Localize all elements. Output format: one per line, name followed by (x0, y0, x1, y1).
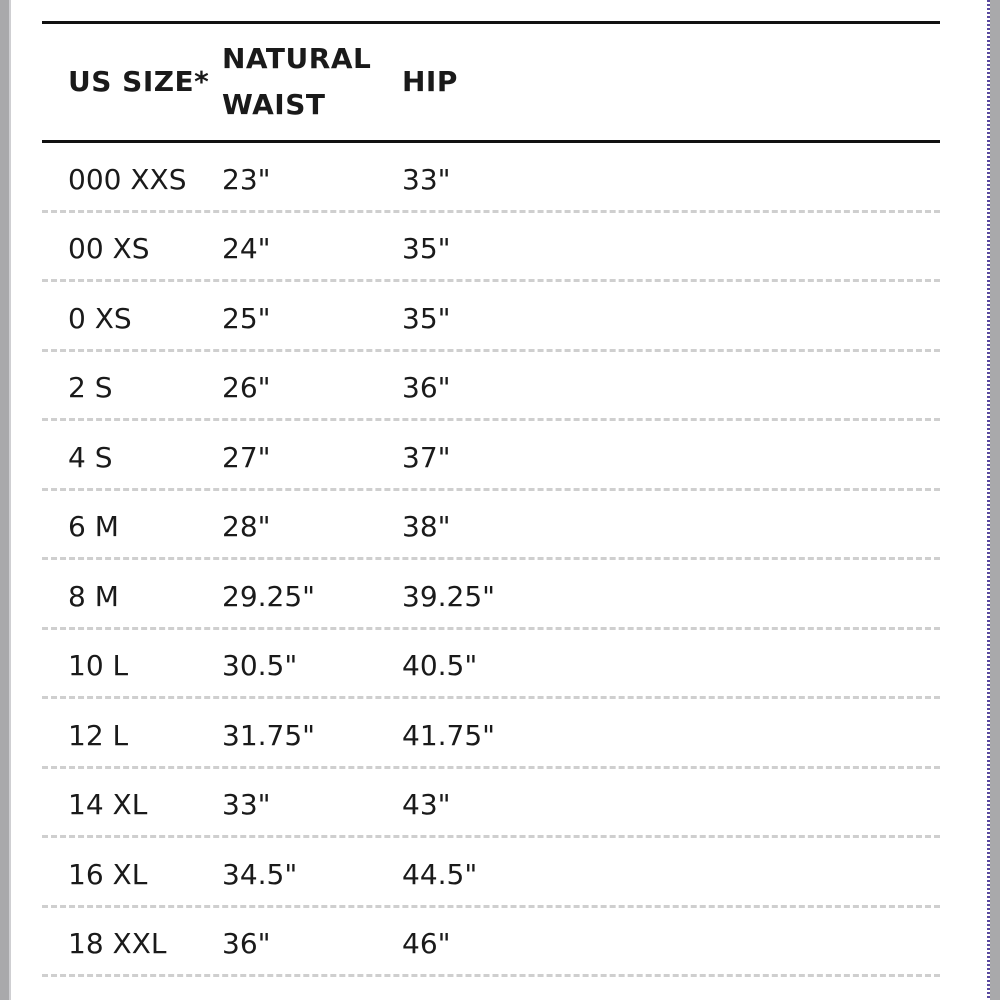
cell-natural-waist: 24" (222, 232, 271, 266)
table-row (42, 421, 940, 491)
table-row (42, 769, 940, 839)
cell-natural-waist: 25" (222, 301, 271, 335)
cell-natural-waist: 27" (222, 440, 271, 474)
cell-natural-waist: 30.5" (222, 649, 298, 683)
table-row (42, 560, 940, 630)
header-natural-waist (222, 36, 402, 128)
table-row (42, 908, 940, 978)
size-chart-table (42, 21, 940, 977)
cell-us-size: 00 XS (68, 232, 150, 266)
cell-us-size: 4 S (68, 440, 113, 474)
left-frame-line (9, 0, 11, 1000)
table-row (42, 143, 940, 213)
cell-hip: 38" (402, 510, 451, 544)
header-natural-waist-line1: NATURAL (222, 42, 372, 75)
cell-hip: 46" (402, 927, 451, 961)
cell-us-size: 18 XXL (68, 927, 167, 961)
cell-hip: 35" (402, 301, 451, 335)
table-header (42, 24, 940, 140)
cell-natural-waist: 31.75" (222, 718, 316, 752)
cell-us-size: 6 M (68, 510, 119, 544)
cell-us-size: 12 L (68, 718, 129, 752)
cell-hip: 41.75" (402, 718, 496, 752)
cell-natural-waist: 34.5" (222, 857, 298, 891)
cell-hip: 35" (402, 232, 451, 266)
cell-us-size: 10 L (68, 649, 129, 683)
header-natural-waist-line2: WAIST (222, 88, 326, 121)
table-row (42, 630, 940, 700)
cell-natural-waist: 29.25" (222, 579, 316, 613)
cell-us-size: 000 XXS (68, 162, 187, 196)
table-row (42, 838, 940, 908)
cell-hip: 37" (402, 440, 451, 474)
table-row (42, 282, 940, 352)
table-row (42, 213, 940, 283)
cell-hip: 43" (402, 788, 451, 822)
cell-hip: 33" (402, 162, 451, 196)
left-frame-edge (0, 0, 9, 1000)
cell-natural-waist: 28" (222, 510, 271, 544)
table-row (42, 699, 940, 769)
cell-natural-waist: 23" (222, 162, 271, 196)
cell-us-size: 14 XL (68, 788, 148, 822)
cell-natural-waist: 33" (222, 788, 271, 822)
cell-natural-waist: 36" (222, 927, 271, 961)
cell-hip: 39.25" (402, 579, 496, 613)
cell-us-size: 16 XL (68, 857, 148, 891)
cell-us-size: 0 XS (68, 301, 132, 335)
header-hip: HIP (402, 65, 458, 98)
header-us-size: US SIZE* (68, 65, 210, 98)
table-body (42, 143, 940, 977)
cell-natural-waist: 26" (222, 371, 271, 405)
cell-us-size: 8 M (68, 579, 119, 613)
table-row (42, 352, 940, 422)
cell-hip: 40.5" (402, 649, 478, 683)
cell-us-size: 2 S (68, 371, 113, 405)
table-row (42, 491, 940, 561)
right-frame-dotted-border (987, 0, 990, 1000)
cell-hip: 44.5" (402, 857, 478, 891)
cell-hip: 36" (402, 371, 451, 405)
